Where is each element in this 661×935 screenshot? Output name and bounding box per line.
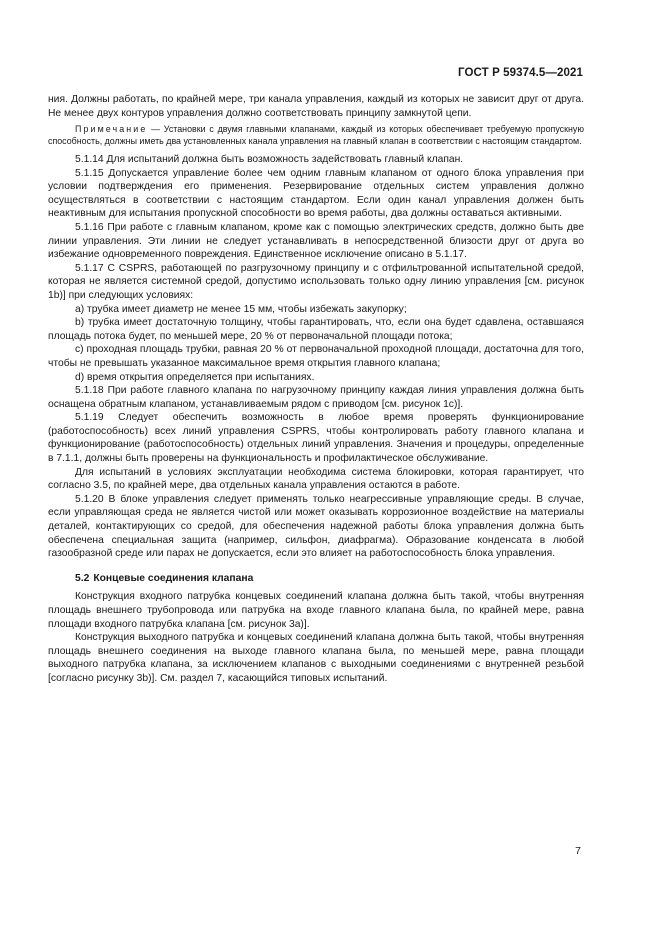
document-body [48, 93, 584, 686]
clause-5-1-16: 5.1.16 При работе с главным клапаном, кроме как с помощью электрических средств, должно быть две линии управления. Эти линии не следует устанавливать в непосредственной близости друг от друга во избежание одновременного повреждения. Единственное исключение описано в 5.1.17. [48, 221, 584, 261]
list-item-a: a) трубка имеет диаметр не менее 15 мм, чтобы избежать закупорку; [75, 303, 407, 315]
list-item-c: c) проходная площадь трубки, равная 20 % от первоначальной проходной площади, достаточна для того, чтобы не превышать указанное максимальное время открытия главного клапана; [48, 344, 584, 369]
clause-5-1-20: 5.1.20 В блоке управления следует применять только неагрессивные управляющие среды. В случае, если управляющая среда не является чистой или может оказывать коррозионное воздействие на материалы деталей, контактирующих со средой, для обеспечения надежной работы блока управления должна быть обеспечена специальная защита (например, сильфон, диафрагма). Образование конденсата в любой газообразной среде или парах не допускается, если это влияет на работоспособность блока управления. [48, 493, 584, 560]
section-5-2-paragraph-2: Конструкция выходного патрубка и концевых соединений клапана должна быть такой, чтобы внутренняя площадь внешнего соединения на выходе главного клапана была, по меньшей мере, равна площади выходного патрубка клапана, за исключением клапанов с выходными соединениями с внутренней резьбой [согласно рисунку 3b)]. См. раздел 7, касающийся типовых испытаний. [48, 632, 584, 684]
clause-5-1-19: 5.1.19 Следует обеспечить возможность в любое время проверять функционирование (работоспособность) всех линий управления CSPRS, чтобы контролировать работу главного клапана и функционирование (работоспособность) отдельных линий управления. Значения и процедуры, определенные в 7.1.1, должны быть проверены на функциональность и профилактическое обслуживание. [48, 412, 584, 465]
section-number: 5.2 [75, 572, 90, 584]
clause-5-1-19-continued: Для испытаний в условиях эксплуатации необходима система блокировки, которая гарантирует, что согласно 3.5, по крайней мере, два отдельных канала управления остаются в работе. [48, 466, 584, 492]
list-item-d: d) время открытия определяется при испытаниях. [75, 371, 315, 383]
note-text: — Установки с двумя главными клапанами, каждый из которых обеспечивает требуемую пропускную способность, должны иметь два установленных канала управления на главный клапан в соответствии с настоящим стандартом. [48, 124, 584, 146]
clause-5-1-15: 5.1.15 Допускается управление более чем одним главным клапаном от одного блока управления при условии подтверждения его применения. Резервирование отдельных систем управления должно осуществляться в соответствии с настоящим стандартом. Если один канал управления должен быть неактивным для испытания пропускной способности во время работы, два должны оставаться активными. [48, 167, 584, 220]
section-heading [48, 572, 584, 586]
list-item-b: b) трубка имеет достаточную толщину, чтобы гарантировать, что, если она будет сдавлена, оставшаяся площадь потока будет, по меньшей мере, 20 % от первоначальной площади потока; [48, 317, 584, 342]
clause-5-1-18: 5.1.18 При работе главного клапана по нагрузочному принципу каждая линия управления должна быть оснащена обратным клапаном, устанавливаемым рядом с приводом [см. рисунок 1c)]. [48, 385, 584, 410]
clause-5-1-17: 5.1.17 С CSPRS, работающей по разгрузочному принципу и с отфильтрованной испытательной средой, которая не является системной средой, допустимо использовать только одну линию управления [см. рисунок 1b)] при следующих условиях: [48, 262, 584, 301]
section-title: Концевые соединения клапана [93, 572, 254, 584]
note-label: Примечание [75, 124, 148, 135]
paragraph-intro: ния. Должны работать, по крайней мере, три канала управления, каждый из которых не зависит друг от друга. Не менее двух контуров управления должно соответствовать принципу замкнутой цепи. [48, 94, 584, 119]
page-number: 7 [575, 845, 581, 857]
note [48, 124, 584, 147]
document-header: ГОСТ Р 59374.5—2021 [458, 67, 583, 79]
section-5-2-paragraph-1: Конструкция входного патрубка концевых соединений клапана должна быть такой, чтобы внутренняя площадь внешнего трубопровода или патрубка на входе главного клапана была, по крайней мере, равна площади входного патрубка клапана [см. рисунок 3a)]. [48, 591, 584, 630]
clause-5-1-14: 5.1.14 Для испытаний должна быть возможность задействовать главный клапан. [75, 154, 464, 165]
